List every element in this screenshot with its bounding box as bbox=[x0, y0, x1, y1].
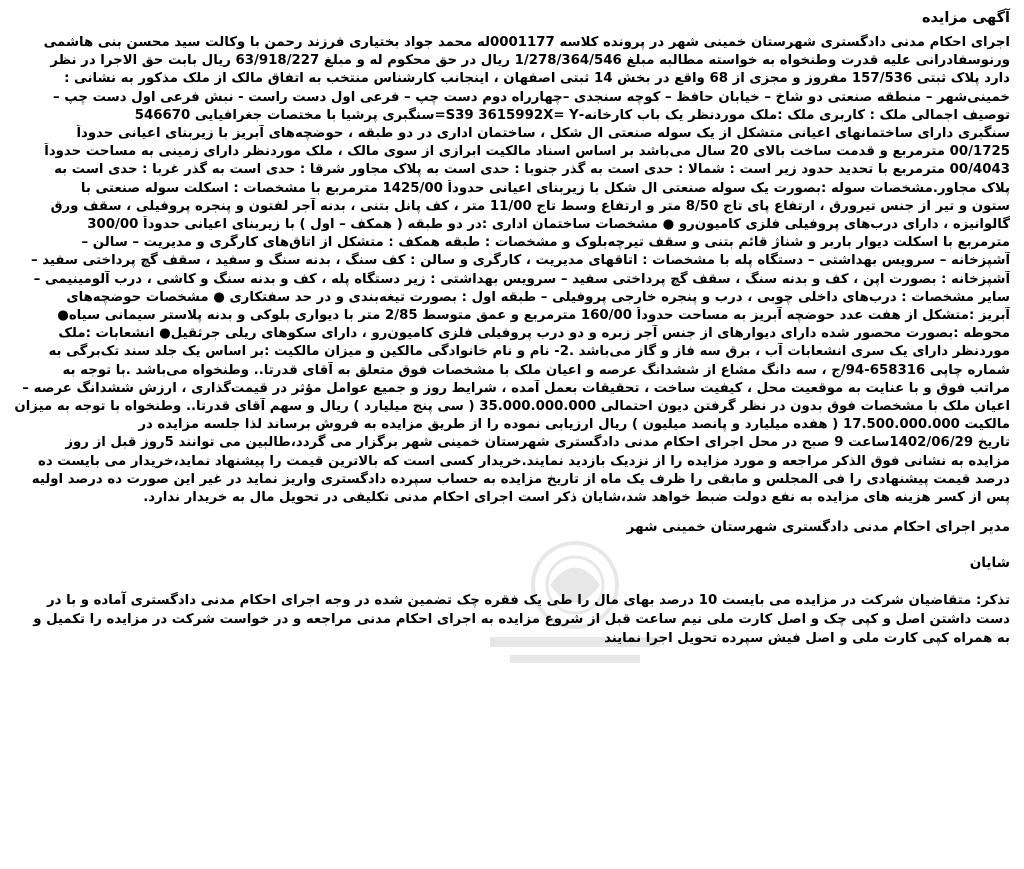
body-line: 00/1725 مترمربع و قدمت ساخت بالای 20 سال می‌باشد بر اساس اسناد مالکیت ابرازی از سوی مالک ، ملک موردنظر دارای زمینی به مساحت حدوداً bbox=[44, 144, 1010, 160]
body-line: آشپزخانه – سرویس بهداشتی – دستگاه پله با مشخصات : اتاقهای مدیریت ، کارگری و سالن : کف سنگ ، بدنه سنگ و سفید ، سقف گچ پرداختی سفید – bbox=[30, 253, 1010, 269]
body-line: سایر مشخصات : درب‌های داخلی چوبی ، درب و پنجره خارجی پروفیلی – طبقه اول : بصورت تیغه‌بندی و در حد سفتکاری ● مشخصات حوضچه‌های bbox=[66, 289, 1010, 305]
body-line: دارد پلاک ثبتی 157/536 مفروز و مجزی از 68 واقع در بخش 14 ثبتی اصفهان ، اینجانب کارشناس منتخب به اتفاق مالک از ملک مذکور به نشانی : bbox=[64, 71, 1010, 87]
body-line: مترمربع با اسکلت دیوار باربر و شناژ قائم بتنی و سقف تیرچه‌بلوک و مشخصات : طبقه همکف : متشکل از اتاق‌های کارگری و مدیریت – سالن – bbox=[81, 235, 1010, 251]
body-line: پس از کسر هزینه های مزایده به نفع دولت ضبط خواهد شد،شایان ذکر است اجرای احکام مدنی تکلیفی در تحویل مال به خریدار ندارد. bbox=[143, 490, 1010, 506]
body-line: آبریز :متشکل از هفت عدد حوضچه آبریز به مساحت حدوداً 160/00 مترمربع و عمق متوسط 2/85 متر با دیواری بلوکی و بدنه پلاستر سیمانی سیاه● bbox=[57, 308, 1010, 324]
body-line: گالوانیزه ، دارای درب‌های پروفیلی فلزی کامیون‌رو ● مشخصات ساختمان اداری :در دو طبقه ( همکف – اول ) با زیربنای اعیانی حدوداً 300/00 bbox=[87, 217, 1010, 233]
body-line: سنگبری دارای ساختمانهای اعیانی متشکل از یک سوله صنعتی ال شکل ، ساختمان اداری در دو طبقه ، حوضچه‌های آبریز با زیربنای اعیانی حدوداً bbox=[76, 126, 1010, 142]
body-line: درصد قیمت پیشنهادی را فی المجلس و مابقی را ظرف یک ماه از تاریخ مزایده به حساب سپرده دادگستری واریز نماید در غیر این صورت ده درصد اولیه bbox=[31, 471, 1010, 487]
note-line: تذکر: متقاضیان شرکت در مزایده می بایست 10 درصد بهای مال را طی یک فقره چک تضمین شده در وجه اجرای احکام مدنی دادگستری آماده و با در bbox=[46, 593, 1010, 609]
note-line: به همراه کپی کارت ملی و اصل فیش سپرده تحویل اجرا نمایند bbox=[604, 631, 1010, 647]
body-line: شماره چاپی 658316-94/ج ، سه دانگ مشاع از ششدانگ عرصه و اعیان ملک با مشخصات فوق متعلق به آقای قدرتا.. وطنخواه می‌باشد .با توجه به bbox=[62, 362, 1010, 378]
note-line: دست داشتن اصل و کپی چک و اصل کارت ملی نیم ساعت قبل از شروع مزایده به اجرای احکام مدنی مراجعه و در خواست شرکت در مزایده را تکمیل و bbox=[33, 612, 1010, 628]
body-line: توصیف اجمالی ملک : کاربری ملک :ملک موردنظر یک باب کارخانه-S39 3615992X= Y=سنگبری پرشیا با مختصات جغرافیایی 546670 bbox=[134, 107, 1010, 123]
body-line: اجرای احکام مدنی دادگستری شهرستان خمینی شهر در پرونده کلاسه 0001177له محمد جواد بختیاری فرزند رحمن با وکالت سید محسن بنی هاشمی bbox=[43, 35, 1010, 50]
signer-name: شایان bbox=[969, 555, 1010, 572]
body-line: ورنوسفادرانی علیه قدرت وطنخواه به خواسته مطالبه مبلغ 1/278/364/546 ریال در حق محکوم له و مبلغ 63/918/227 ریال بابت حق الاجرا در نظر bbox=[50, 53, 1010, 69]
signer-title: مدیر اجرای احکام مدنی دادگستری شهرستان خمینی شهر bbox=[626, 519, 1010, 536]
body-line: موردنظر دارای یک سری انشعابات آب ، برق سه فاز و گاز می‌باشد .2- نام و نام خانوادگی مالکین و میزان مالکیت :بر اساس یک جلد سند تک‌برگی به bbox=[48, 344, 1010, 360]
note-paragraph bbox=[12, 591, 1010, 648]
body-line: مزایده به نشانی فوق الذکر مراجعه و مورد مزایده را از نزدیک بازدید نمایند.خریدار کسی است که بالاترین قیمت را پیشنهاد نماید،خریدار می بایست ده bbox=[38, 453, 1010, 469]
body-line: مالکیت 17.500.000.000 ( هفده میلیارد و پانصد میلیون ) ریال ارزیابی نموده را از طریق مزایده به فروش برساند لذا جلسه مزایده در bbox=[138, 417, 1010, 433]
body-line: ستون و تیر از جنس تیرورق ، ارتفاع پای تاج 8/50 متر و ارتفاع وسط تاج 11/00 متر ، کف پانل بتنی ، بدنه آجر لفتون و پنجره پروفیلی ، سقف ورق bbox=[50, 198, 1010, 214]
body-line: محوطه :بصورت محصور شده دارای دیوارهای از جنس آجر زبره و دو درب پروفیلی فلزی کامیون‌رو ، دارای سکوهای ریلی جرثقیل● انشعابات :ملک bbox=[58, 326, 1010, 342]
body-line: 00/4043 مترمربع با تحدید حدود زیر است : شمالا : حدی است به گذر جنوبا : حدی است به پلاک مجاور شرقا : حدی است به گذر غربا : حدی است به bbox=[54, 162, 1010, 178]
body-line: تاریخ 1402/06/29ساعت 9 صبح در محل اجرای احکام مدنی دادگستری شهرستان خمینی شهر برگزار می گردد،طالبین می توانند 5روز قبل از روز bbox=[65, 435, 1010, 451]
body-line: اعیان ملک با مشخصات فوق بدون در نظر گرفتن دیون احتمالی 35.000.000.000 ( سی پنج میلیارد ) ریال و سهم آقای قدرتا.. وطنخواه با توجه به میزان bbox=[14, 399, 1010, 415]
body-line: خمینی‌شهر – منطقه صنعتی دو شاخ – خیابان حافظ – کوچه سنجدی –چهارراه دوم دست چپ – فرعی اول دست راست - نبش فرعی اول دست چپ – bbox=[53, 89, 1010, 105]
notice-title: آگهی مزایده bbox=[921, 10, 1010, 26]
body-line: پلاک مجاور.مشخصات سوله :بصورت یک سوله صنعتی ال شکل با زیربنای اعیانی حدوداً 1425/00 مترمربع با مشخصات : اسکلت سوله صنعتی با bbox=[80, 180, 1010, 196]
notice-body bbox=[12, 34, 1010, 507]
body-line: مراتب فوق و با عنایت به موقعیت محل ، کیفیت ساخت ، تحقیقات بعمل آمده ، شرایط روز و جمیع عوامل مؤثر در قیمت‌گذاری ، ارزش ششدانگ عرصه – bbox=[22, 380, 1010, 396]
body-line: آشپزخانه : بصورت اپن ، کف و بدنه سنگ ، سقف گچ پرداختی سفید – سرویس بهداشتی : زیر دستگاه پله ، کف و بدنه سنگ و کاشی ، درب آلومینیمی – bbox=[33, 271, 1010, 287]
